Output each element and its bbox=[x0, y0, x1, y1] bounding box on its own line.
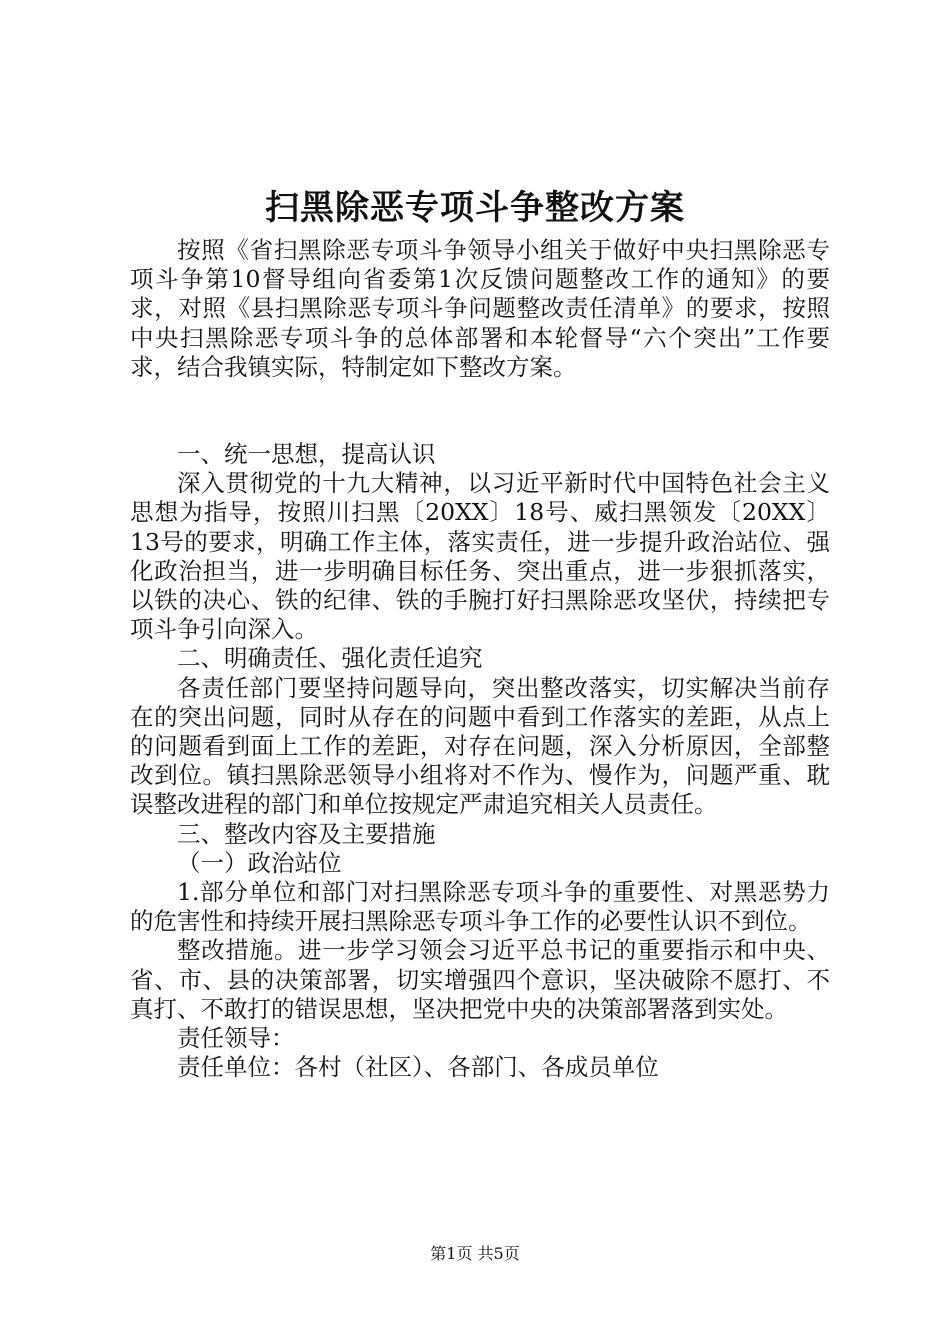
issue-paragraph-1: 1.部分单位和部门对扫黑除恶专项斗争的重要性、对黑恶势力的危害性和持续开展扫黑除恶专项斗争工作的必要性认识不到位。 bbox=[130, 878, 830, 936]
subsection-heading-1: （一）政治站位 bbox=[177, 848, 342, 877]
section-heading-2: 二、明确责任、强化责任追究 bbox=[177, 644, 483, 673]
document-title: 扫黑除恶专项斗争整改方案 bbox=[265, 188, 685, 228]
document-body bbox=[130, 236, 830, 1082]
section-2-paragraph: 各责任部门要坚持问题导向，突出整改落实，切实解决当前存在的突出问题，同时从存在的问题中看到工作落实的差距，从点上的问题看到面上工作的差距，对存在问题，深入分析原因，全部整改到位。镇扫黑除恶领导小组将对不作为、慢作为，问题严重、耽误整改进程的部门和单位按规定严肃追究相关人员责任。 bbox=[130, 673, 830, 819]
paragraph-gap bbox=[130, 382, 830, 440]
measures-paragraph: 整改措施。进一步学习领会习近平总书记的重要指示和中央、省、市、县的决策部署，切实增强四个意识，坚决破除不愿打、不真打、不敢打的错误思想，坚决把党中央的决策部署落到实处。 bbox=[130, 936, 830, 1023]
responsible-units: 责任单位：各村（社区）、各部门、各成员单位 bbox=[177, 1053, 659, 1082]
section-heading-1: 一、统一思想，提高认识 bbox=[177, 440, 436, 469]
section-heading-3: 三、整改内容及主要措施 bbox=[177, 819, 436, 848]
page-number: 第1页 共5页 bbox=[430, 1244, 520, 1263]
intro-paragraph: 按照《省扫黑除恶专项斗争领导小组关于做好中央扫黑除恶专项斗争第10督导组向省委第1次反馈问题整改工作的通知》的要求，对照《县扫黑除恶专项斗争问题整改责任清单》的要求，按照中央扫黑除恶专项斗争的总体部署和本轮督导“六个突出”工作要求，结合我镇实际，特制定如下整改方案。 bbox=[130, 236, 830, 381]
responsible-leader: 责任领导： bbox=[177, 1024, 295, 1053]
section-1-paragraph: 深入贯彻党的十九大精神，以习近平新时代中国特色社会主义思想为指导，按照川扫黑〔20XX〕18号、威扫黑领发〔20XX〕13号的要求，明确工作主体，落实责任，进一步提升政治站位、强化政治担当，进一步明确目标任务、突出重点，进一步狠抓落实，以铁的决心、铁的纪律、铁的手腕打好扫黑除恶攻坚伏，持续把专项斗争引向深入。 bbox=[130, 469, 830, 644]
